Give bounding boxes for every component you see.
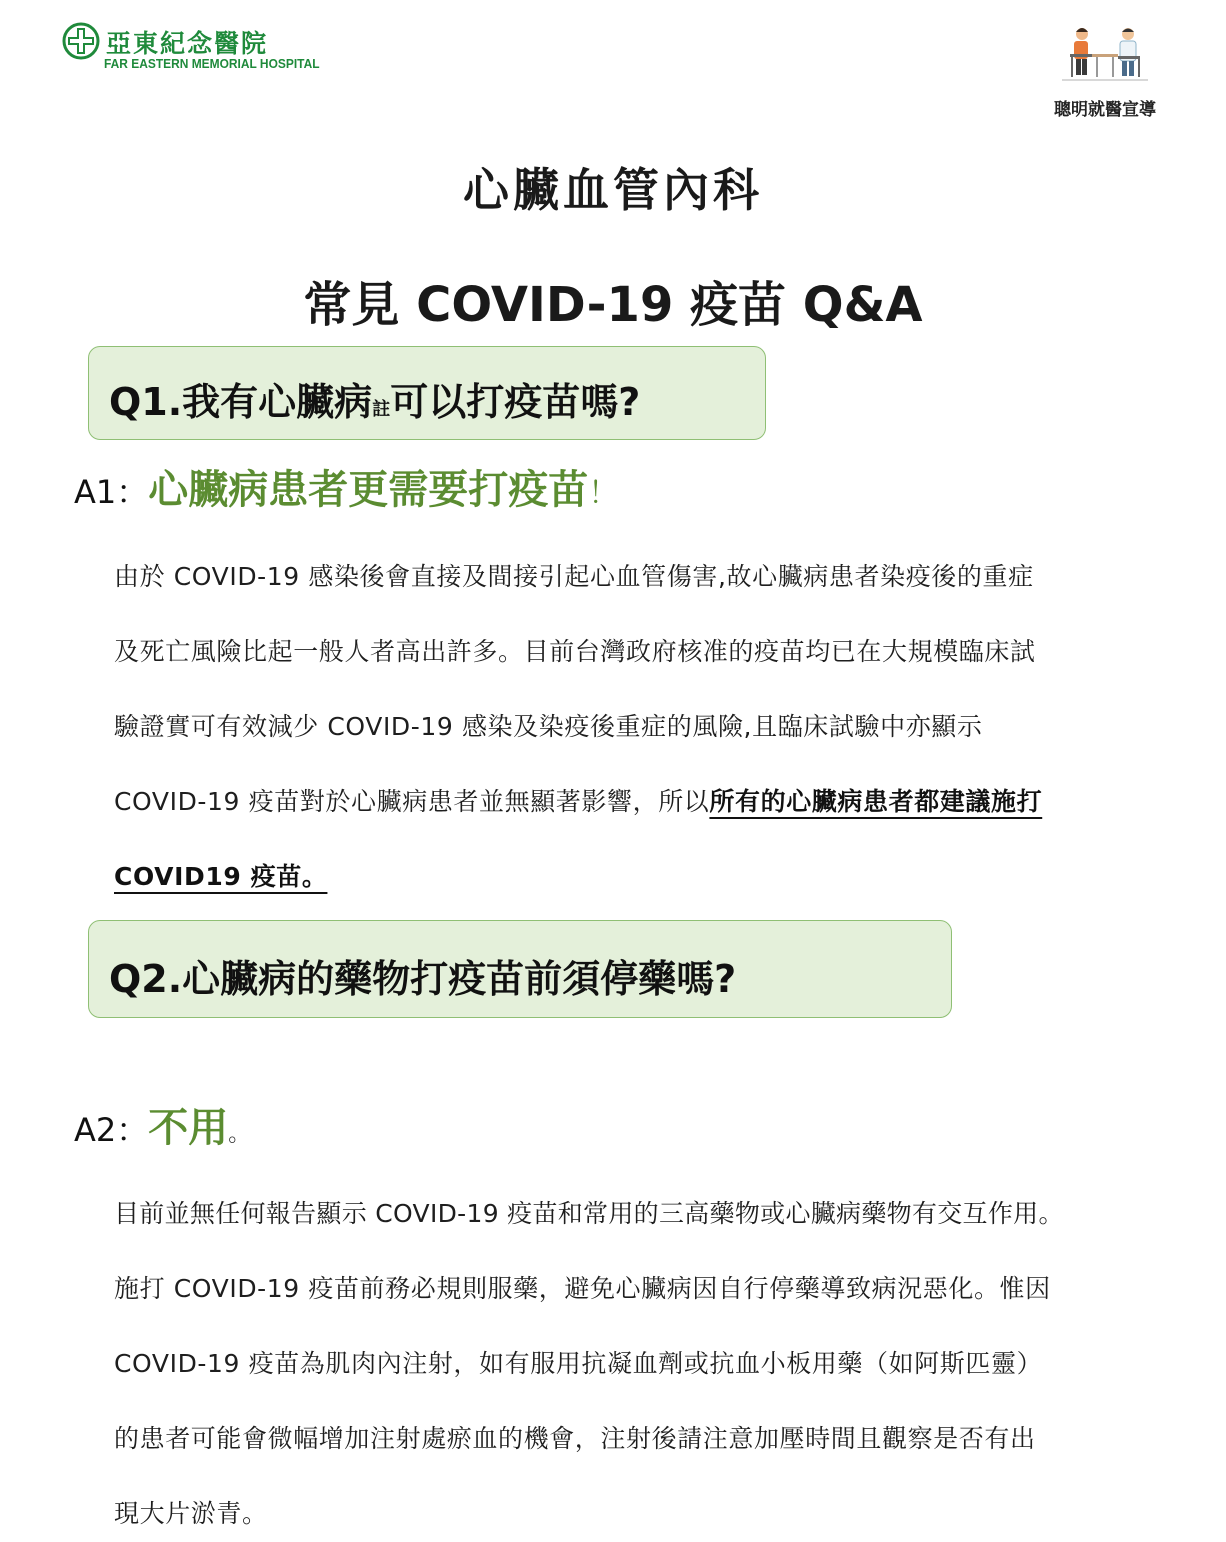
answer-1-emphasis: 所有的心臟病患者都建議施打 — [709, 787, 1043, 816]
answer-1-exclamation: ！ — [588, 476, 619, 511]
answer-1-line-text: COVID-19 疫苗對於心臟病患者並無顯著影響，所以 — [114, 787, 710, 816]
question-1-main: Q1.我有心臟病 — [109, 380, 373, 424]
hospital-logo — [62, 22, 320, 74]
question-2-text: Q2.心臟病的藥物打疫苗前須停藥嗎? — [109, 957, 737, 1001]
answer-2-highlight: 不用 — [148, 1105, 229, 1151]
answer-1-line: 由於 COVID-19 感染後會直接及間接引起心血管傷害,故心臟病患者染疫後的重症 — [114, 562, 1034, 591]
question-1-note-marker: 註 — [372, 399, 391, 420]
question-1-box — [88, 346, 766, 440]
answer-2-line: 目前並無任何報告顯示 COVID-19 疫苗和常用的三高藥物或心臟病藥物有交互作用。 — [114, 1199, 1064, 1228]
document-subtitle — [0, 266, 1226, 335]
question-1-end: 可以打疫苗嗎? — [390, 380, 641, 424]
answer-1-emphasis-end: COVID19 疫苗。 — [114, 862, 328, 891]
department-title: 心臟血管內科 — [463, 163, 763, 217]
answer-2-heading — [74, 1096, 250, 1153]
hospital-cross-icon — [62, 22, 100, 60]
subtitle-text: 常見 COVID-19 疫苗 Q&A — [303, 277, 923, 333]
logo-english-name: FAR EASTERN MEMORIAL HOSPITAL — [104, 56, 320, 71]
logo-chinese-name: 亞東紀念醫院 — [106, 29, 269, 58]
answer-2-line: 的患者可能會微幅增加注射處瘀血的機會，注射後請注意加壓時間且觀察是否有出 — [114, 1424, 1036, 1453]
answer-1-line — [114, 782, 1042, 818]
answer-2-period: 。 — [228, 1122, 251, 1147]
answer-2-label: A2： — [74, 1111, 149, 1149]
answer-1-label: A1： — [74, 473, 149, 511]
answer-2-line: COVID-19 疫苗為肌肉內注射，如有服用抗凝血劑或抗血小板用藥（如阿斯匹靈） — [114, 1349, 1043, 1378]
answer-2-line: 施打 COVID-19 疫苗前務必規則服藥，避免心臟病因自行停藥導致病況惡化。惟因 — [114, 1274, 1051, 1303]
campaign-tagline: 聰明就醫宣導 — [1054, 100, 1156, 120]
answer-1-heading — [74, 458, 618, 515]
answer-1-line: 驗證實可有效減少 COVID-19 感染及染疫後重症的風險,且臨床試驗中亦顯示 — [114, 712, 983, 741]
answer-2-line: 現大片淤青。 — [114, 1499, 268, 1528]
question-2-box — [88, 920, 952, 1018]
question-1-text — [109, 371, 640, 426]
answer-1-line: 及死亡風險比起一般人者高出許多。目前台灣政府核准的疫苗均已在大規模臨床試 — [114, 637, 1036, 666]
answer-1-highlight: 心臟病患者更需要打疫苗 — [148, 467, 589, 513]
doctor-patient-consultation-icon — [1062, 24, 1148, 86]
answer-1-line — [114, 857, 327, 893]
